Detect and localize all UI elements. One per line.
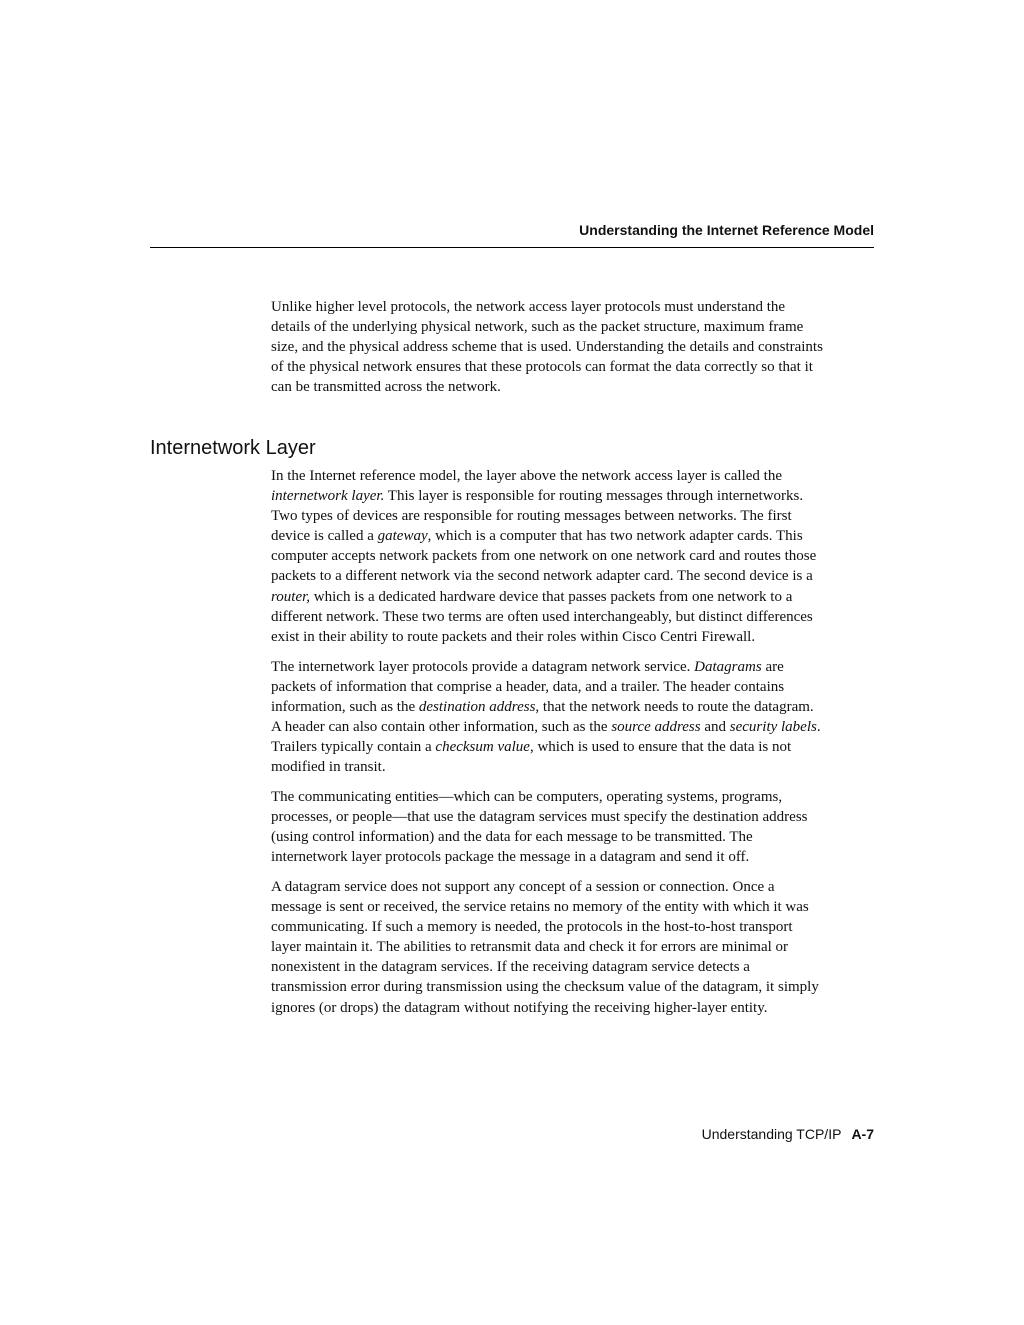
paragraph-2 <box>271 657 874 778</box>
term-security-labels: security labels <box>729 719 817 736</box>
text-line: can be transmitted across the network. <box>271 379 501 396</box>
intro-paragraph <box>271 297 874 397</box>
term-datagrams: Datagrams <box>694 659 762 675</box>
text-line: (using control information) and the data for each message to be transmitted. The <box>271 829 753 846</box>
text-line: processes, or people—that use the datagram services must specify the destination address <box>271 809 808 826</box>
term-source-address: source address <box>611 719 701 736</box>
page-footer <box>702 1125 874 1143</box>
text-line: Trailers typically contain a checksum value, which is used to ensure that the data is not <box>271 739 792 756</box>
header-rule <box>150 247 874 248</box>
paragraph-4 <box>271 877 874 1018</box>
text-line: internetwork layer protocols package the message in a datagram and send it off. <box>271 849 750 866</box>
text-line: computer accepts network packets from one network on one network card and routes those <box>271 548 817 565</box>
paragraph-1 <box>271 466 874 647</box>
text-line: exist in their ability to route packets and their roles within Cisco Centri Firewall. <box>271 628 756 645</box>
text-line: ignores (or drops) the datagram without notifying the receiving higher-layer entity. <box>271 999 768 1016</box>
text-line: packets of information that comprise a header, data, and a trailer. The header contains <box>271 679 785 696</box>
text-line: The communicating entities—which can be computers, operating systems, programs, <box>271 789 783 805</box>
text-line: layer maintain it. The abilities to retransmit data and check it for errors are minimal or <box>271 939 789 956</box>
term-internetwork-layer: internetwork layer. <box>271 488 385 505</box>
text-line: Unlike higher level protocols, the network access layer protocols must understand the <box>271 299 786 315</box>
term-router: router, <box>271 588 311 605</box>
text-line: transmission error during transmission using the checksum value of the datagram, it simply <box>271 979 819 996</box>
text-line: modified in transit. <box>271 759 386 776</box>
running-header: Understanding the Internet Reference Model <box>579 222 874 238</box>
text-line: device is called a gateway, which is a computer that has two network adapter cards. This <box>271 528 803 545</box>
text-line: message is sent or received, the service retains no memory of the entity with which it was <box>271 899 809 916</box>
term-checksum-value: checksum value <box>435 739 530 756</box>
term-gateway: gateway <box>377 528 428 545</box>
text-line: A header can also contain other information, such as the source address and security labels. <box>271 719 821 736</box>
text-line: information, such as the destination address, that the network needs to route the datagram. <box>271 699 814 716</box>
text-line: details of the underlying physical network, such as the packet structure, maximum frame <box>271 319 804 336</box>
text-line: The internetwork layer protocols provide a datagram network service. Datagrams are <box>271 659 784 675</box>
section-heading: Internetwork Layer <box>150 437 316 459</box>
text-line: A datagram service does not support any concept of a session or connection. Once a <box>271 879 775 895</box>
page-number: A-7 <box>851 1126 874 1142</box>
text-line: different network. These two terms are often used interchangeably, but distinct differences <box>271 608 813 625</box>
text-line: router, which is a dedicated hardware device that passes packets from one network to a <box>271 588 793 605</box>
text-line: packets to a different network via the second network adapter card. The second device is a <box>271 568 813 585</box>
text-line: communicating. If such a memory is needed, the protocols in the host-to-host transport <box>271 919 793 936</box>
text-line: In the Internet reference model, the layer above the network access layer is called the <box>271 468 782 484</box>
text-line: Two types of devices are responsible for routing messages between networks. The first <box>271 508 792 525</box>
text-line: of the physical network ensures that these protocols can format the data correctly so that it <box>271 359 813 376</box>
paragraph-3 <box>271 787 874 867</box>
text-line: size, and the physical address scheme that is used. Understanding the details and constraints <box>271 339 823 356</box>
term-destination-address: destination address <box>418 699 536 716</box>
footer-book-title: Understanding TCP/IP <box>701 1126 842 1142</box>
text-line: internetwork layer. This layer is responsible for routing messages through internetworks. <box>271 488 804 505</box>
text-line: nonexistent in the datagram services. If the receiving datagram service detects a <box>271 959 750 976</box>
